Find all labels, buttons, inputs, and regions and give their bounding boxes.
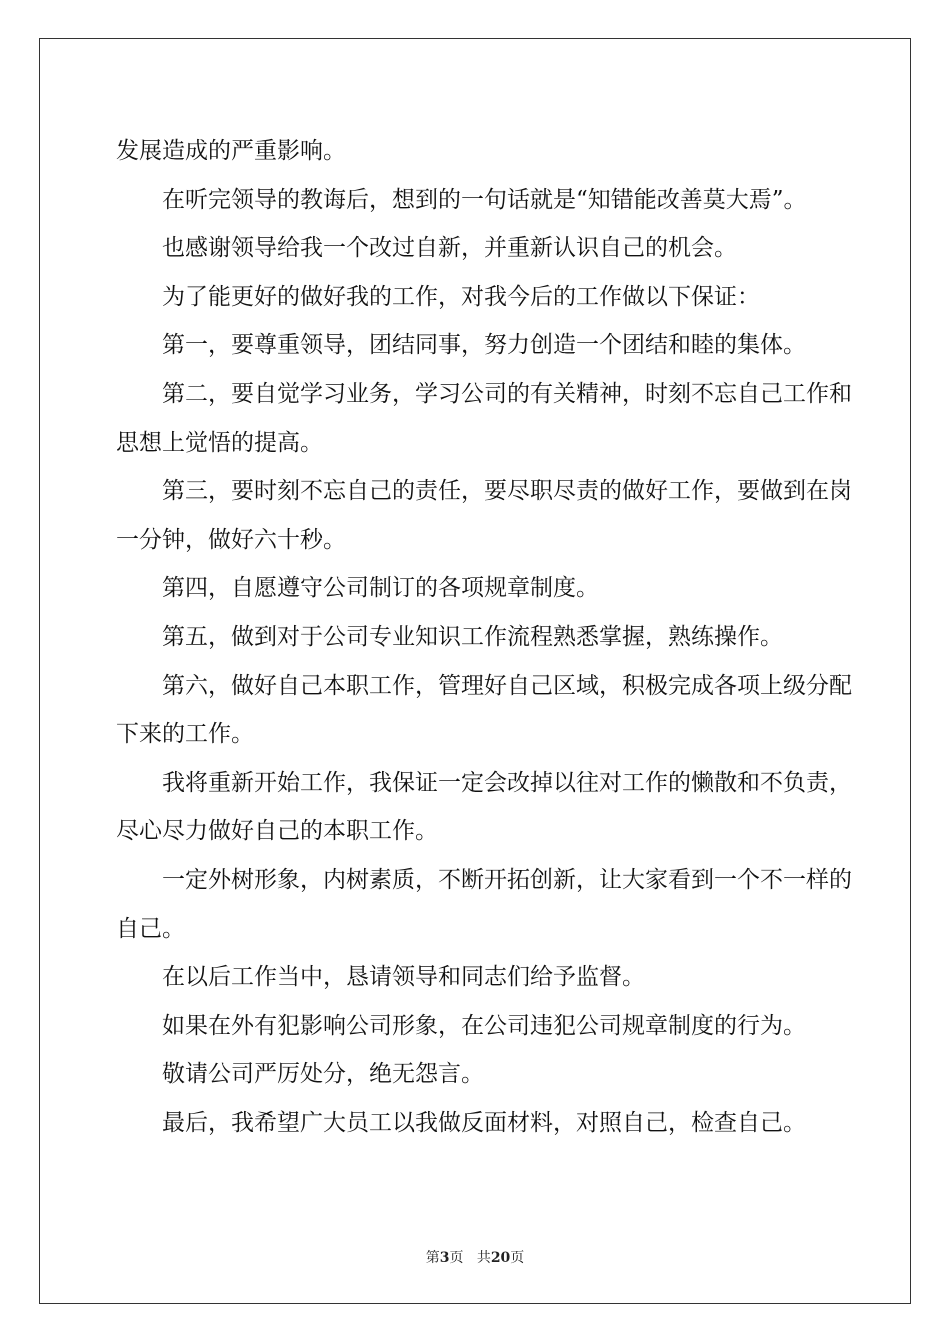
paragraph: 发展造成的严重影响。 bbox=[116, 138, 346, 164]
paragraph: 最后，我希望广大员工以我做反面材料，对照自己，检查自己。 bbox=[162, 1109, 806, 1136]
page-prefix: 第 bbox=[425, 1250, 440, 1266]
total-suffix: 页 bbox=[510, 1250, 525, 1266]
paragraph: 一定外树形象，内树素质，不断开拓创新，让大家看到一个不一样的自己。 bbox=[116, 866, 852, 942]
paragraph: 第三，要时刻不忘自己的责任，要尽职尽责的做好工作，要做到在岗一分钟，做好六十秒。 bbox=[116, 478, 852, 553]
paragraph: 在以后工作当中，恳请领导和同志们给予监督。 bbox=[162, 964, 645, 991]
total-prefix: 共 bbox=[476, 1250, 491, 1266]
paragraph: 第六，做好自己本职工作，管理好自己区域，积极完成各项上级分配下来的工作。 bbox=[116, 672, 852, 748]
paragraph: 第四，自愿遵守公司制订的各项规章制度。 bbox=[162, 575, 599, 602]
page-number: 3 bbox=[439, 1250, 450, 1266]
paragraph: 第二，要自觉学习业务，学习公司的有关精神，时刻不忘自己工作和思想上觉悟的提高。 bbox=[116, 380, 852, 456]
paragraph: 也感谢领导给我一个改过自新，并重新认识自己的机会。 bbox=[162, 235, 737, 262]
paragraph: 我将重新开始工作，我保证一定会改掉以往对工作的懒散和不负责，尽心尽力做好自己的本职工作。 bbox=[116, 769, 852, 845]
page-suffix: 页 bbox=[449, 1250, 464, 1266]
paragraph: 第一，要尊重领导，团结同事，努力创造一个团结和睦的集体。 bbox=[162, 332, 806, 359]
paragraph: 如果在外有犯影响公司形象，在公司违犯公司规章制度的行为。 bbox=[162, 1012, 806, 1039]
total-pages: 20 bbox=[490, 1250, 511, 1266]
paragraph: 第五，做到对于公司专业知识工作流程熟悉掌握，熟练操作。 bbox=[162, 623, 783, 650]
paragraph: 在听完领导的教诲后，想到的一句话就是“知错能改善莫大焉”。 bbox=[162, 186, 807, 213]
document-body bbox=[116, 127, 856, 1147]
paragraph: 敬请公司严厉处分，绝无怨言。 bbox=[162, 1061, 484, 1088]
paragraph: 为了能更好的做好我的工作，对我今后的工作做以下保证： bbox=[162, 283, 760, 310]
page-footer bbox=[0, 1247, 950, 1267]
